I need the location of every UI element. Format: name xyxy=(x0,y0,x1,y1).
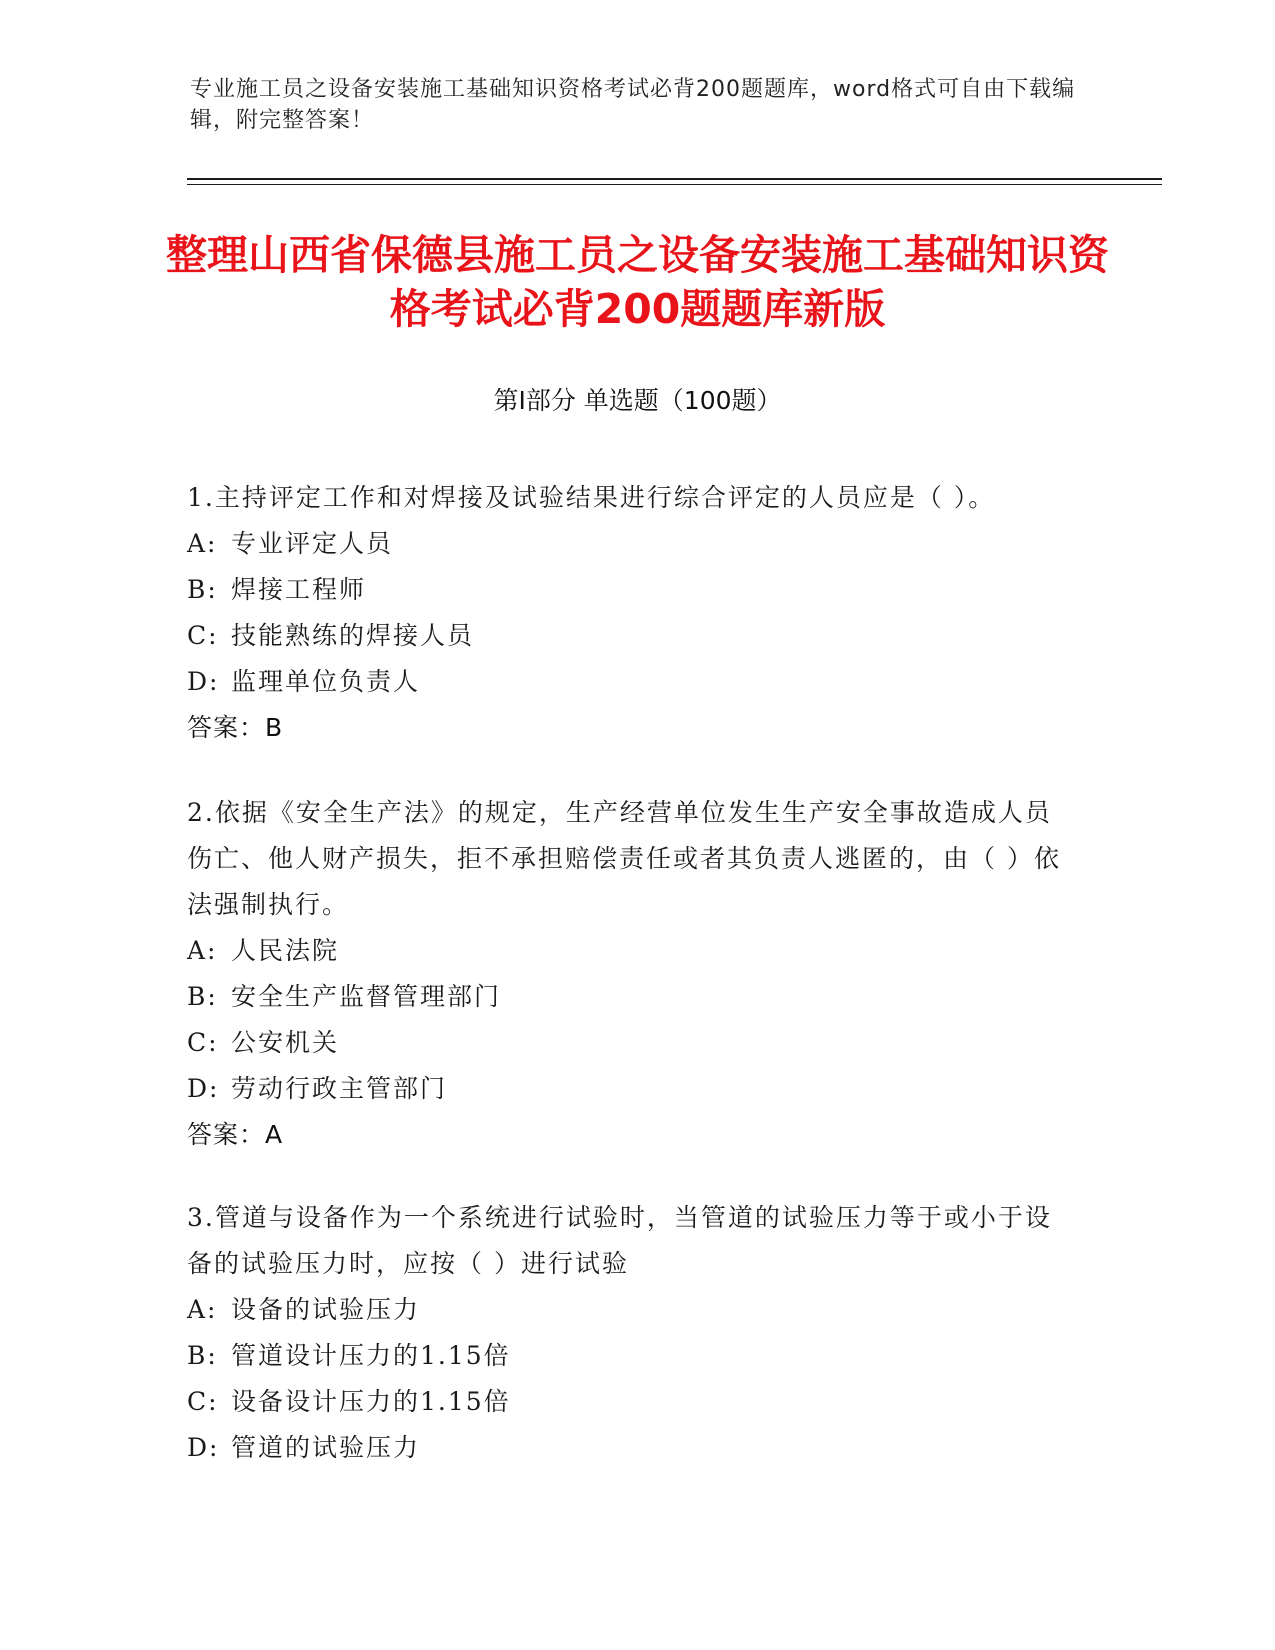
option-c xyxy=(187,613,1067,659)
option-text: 人民法院 xyxy=(231,936,340,965)
question-text: 2.依据《安全生产法》的规定，生产经营单位发生生产安全事故造成人员伤亡、他人财产损失，拒不承担赔偿责任或者其负责人逃匿的，由（ ）依法强制执行。 xyxy=(187,798,1061,919)
option-letter: C: xyxy=(187,1028,219,1057)
option-letter: C: xyxy=(187,621,219,650)
option-letter: A: xyxy=(187,529,218,558)
question-text: 3.管道与设备作为一个系统进行试验时，当管道的试验压力等于或小于设备的试验压力时，应按（ ）进行试验 xyxy=(187,1203,1052,1278)
option-letter: B: xyxy=(187,982,218,1011)
option-text: 劳动行政主管部门 xyxy=(231,1074,448,1103)
question-2 xyxy=(187,790,1067,1158)
option-text: 设备设计压力的1.15倍 xyxy=(231,1387,511,1416)
section-title: 第Ⅰ部分 单选题（100题） xyxy=(493,386,782,415)
option-d xyxy=(187,1066,1067,1112)
option-a xyxy=(187,521,1067,567)
option-b xyxy=(187,567,1067,613)
option-b xyxy=(187,974,1067,1020)
option-text: 监理单位负责人 xyxy=(231,667,421,696)
option-letter: B: xyxy=(187,575,218,604)
option-d xyxy=(187,1425,1067,1471)
option-text: 管道的试验压力 xyxy=(231,1433,421,1462)
option-text: 专业评定人员 xyxy=(231,529,394,558)
option-text: 设备的试验压力 xyxy=(231,1295,421,1324)
option-text: 公安机关 xyxy=(231,1028,340,1057)
option-letter: D: xyxy=(187,667,220,696)
option-letter: A: xyxy=(187,936,218,965)
option-text: 技能熟练的焊接人员 xyxy=(231,621,475,650)
header-note: 专业施工员之设备安装施工基础知识资格考试必背200题题库，word格式可自由下载编辑，附完整答案！ xyxy=(190,77,1076,133)
document-title: 整理山西省保德县施工员之设备安装施工基础知识资格考试必背200题题库新版 xyxy=(166,231,1109,333)
option-text: 焊接工程师 xyxy=(231,575,367,604)
option-letter: B: xyxy=(187,1341,218,1370)
header-divider-top xyxy=(187,178,1162,180)
option-a xyxy=(187,928,1067,974)
option-d xyxy=(187,659,1067,705)
option-letter: C: xyxy=(187,1387,219,1416)
question-3 xyxy=(187,1195,1067,1471)
header-divider-bottom xyxy=(187,184,1162,185)
option-c xyxy=(187,1020,1067,1066)
question-text: 1.主持评定工作和对焊接及试验结果进行综合评定的人员应是（ ）。 xyxy=(187,483,996,512)
answer-label: 答案：B xyxy=(187,713,284,742)
option-c xyxy=(187,1379,1067,1425)
question-1 xyxy=(187,475,1067,751)
option-letter: D: xyxy=(187,1433,220,1462)
option-text: 安全生产监督管理部门 xyxy=(231,982,502,1011)
option-a xyxy=(187,1287,1067,1333)
option-b xyxy=(187,1333,1067,1379)
option-letter: D: xyxy=(187,1074,220,1103)
option-text: 管道设计压力的1.15倍 xyxy=(231,1341,511,1370)
answer-label: 答案：A xyxy=(187,1120,284,1149)
option-letter: A: xyxy=(187,1295,218,1324)
